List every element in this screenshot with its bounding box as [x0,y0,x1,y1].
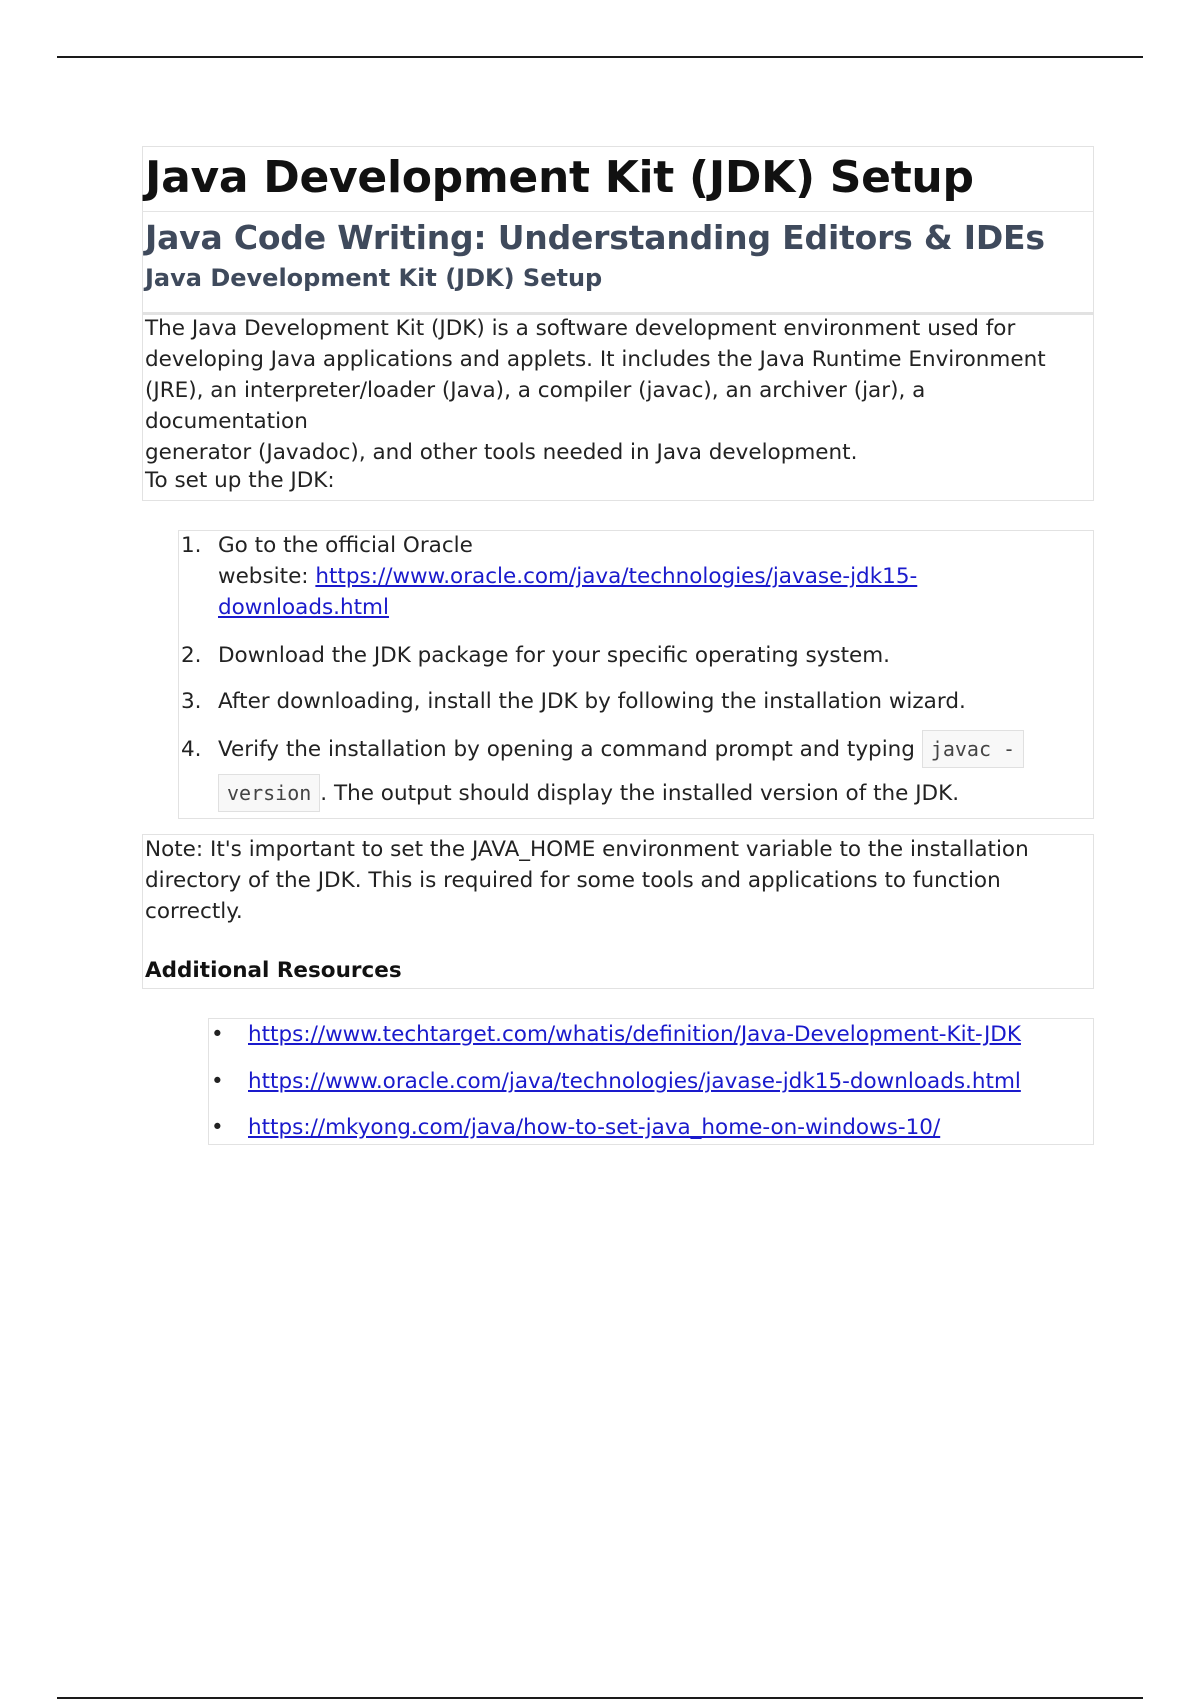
step-body [218,734,1024,809]
bottom-rule [57,1697,1143,1699]
step-number: 4. [181,737,202,762]
intro-line: The Java Development Kit (JDK) is a software development environment used for [145,316,1016,341]
note-line: directory of the JDK. This is required for some tools and applications to function [145,868,1001,893]
step-text [218,734,1024,765]
intro-paragraph [145,313,1090,468]
note-paragraph [145,834,1090,927]
bullet: • [211,1022,224,1047]
code-snippet: javac - [922,730,1024,768]
step-text-part: . The output should display the installed version of the JDK. [320,781,960,806]
setup-label: To set up the JDK: [145,468,335,493]
step-body [218,530,917,623]
step-text [218,778,1024,809]
resources-heading: Additional Resources [145,958,402,983]
top-rule [57,56,1143,58]
step-text: Download the JDK package for your specific operating system. [218,643,891,668]
note-line: correctly. [145,899,243,924]
note-line: Note: It's important to set the JAVA_HOME environment variable to the installation [145,837,1029,862]
step-text [218,592,917,623]
step-text: Go to the official Oracle [218,533,473,558]
oracle-downloads-link[interactable]: https://www.oracle.com/java/technologies/javase-jdk15-downloads.html [248,1069,1021,1094]
section-heading: Java Development Kit (JDK) Setup [145,264,603,292]
step-number: 3. [181,689,202,714]
oracle-download-link[interactable]: https://www.oracle.com/java/technologies/javase-jdk15- [315,564,918,589]
page-subtitle: Java Code Writing: Understanding Editors & IDEs [145,218,1045,257]
bullet: • [211,1115,224,1140]
mkyong-link[interactable]: https://mkyong.com/java/how-to-set-java_home-on-windows-10/ [248,1115,941,1140]
step-text: After downloading, install the JDK by following the installation wizard. [218,689,966,714]
page-title: Java Development Kit (JDK) Setup [145,152,974,203]
intro-line: developing Java applications and applets. It includes the Java Runtime Environment [145,347,1046,372]
step-number: 2. [181,643,202,668]
step-number: 1. [181,533,202,558]
code-snippet: version [218,774,320,812]
step-text [218,561,917,592]
oracle-download-link-continued[interactable]: downloads.html [218,595,389,620]
intro-line: generator (Javadoc), and other tools needed in Java development. [145,440,858,465]
intro-line: (JRE), an interpreter/loader (Java), a compiler (javac), an archiver (jar), a documentation [145,378,926,434]
title-divider [142,211,1094,212]
step-text-part: Verify the installation by opening a command prompt and typing [218,737,922,762]
step-text-prefix: website: [218,564,316,589]
techtarget-link[interactable]: https://www.techtarget.com/whatis/definition/Java-Development-Kit-JDK [248,1022,1021,1047]
bullet: • [211,1069,224,1094]
